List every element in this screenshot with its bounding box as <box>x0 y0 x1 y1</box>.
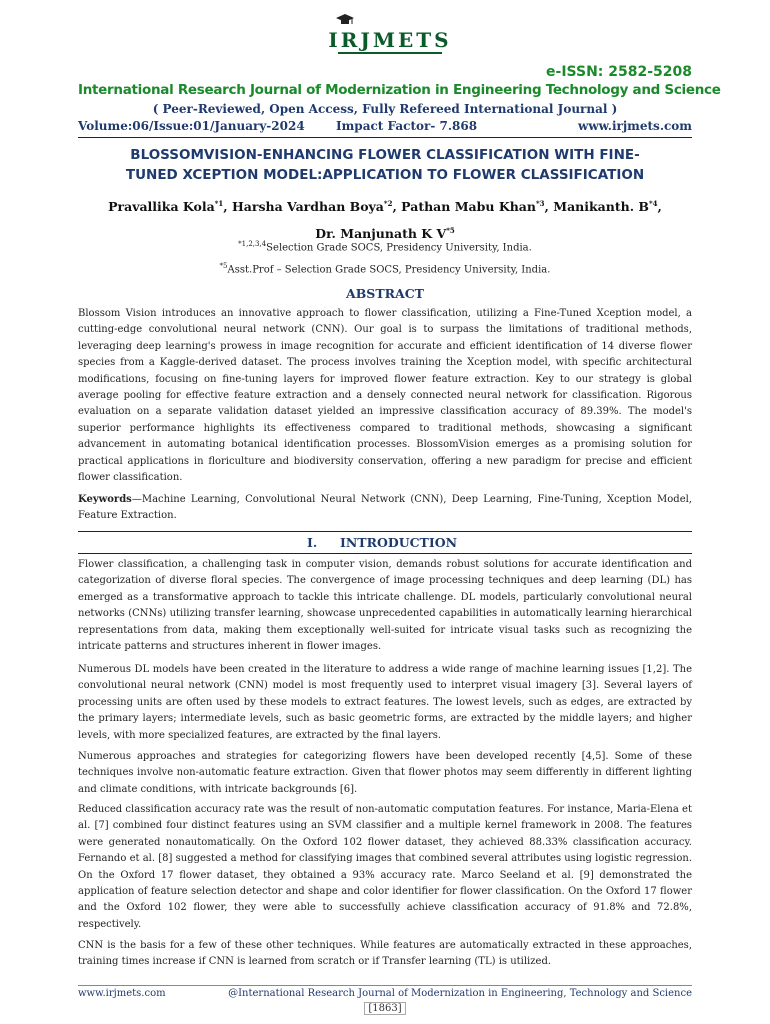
title-line-2: TUNED XCEPTION MODEL:APPLICATION TO FLOWER CLASSIFICATION <box>125 167 645 183</box>
author-list: Pravallika Kola$^{*1}$, Harsha Vardhan Boya$^{*2}$, Pathan Mabu Khan$^{*3}$, Manikanth. $B^{*4}$, Dr. Manjunath K $V^{*5}$ <box>108 199 662 242</box>
author-4: Manikanth. B <box>553 199 649 215</box>
author-5: Dr. Manjunath K V <box>315 226 447 242</box>
keywords-text: —Machine Learning, Convolutional Neural Network (CNN), Deep Learning, Fine-Tuning, Xception Model, Feature Extraction. <box>78 494 692 522</box>
footer-copyright: @International Research Journal of Modernization in Engineering, Technology and Science <box>228 988 692 999</box>
impact-factor: Impact Factor- 7.868 <box>336 119 478 133</box>
logo-underline <box>338 52 442 54</box>
journal-name: International Research Journal of Modernization in Engineering Technology and Science <box>78 82 721 98</box>
section-rule-bottom <box>78 553 692 554</box>
journal-website[interactable]: www.irjmets.com <box>578 119 692 133</box>
author-5-mark: *5 <box>446 226 455 236</box>
keywords-label: Keywords <box>78 494 132 505</box>
logo-text: IRJMETS <box>328 28 452 52</box>
keywords <box>78 492 692 525</box>
issn: e-ISSN: 2582-5208 <box>546 64 692 80</box>
intro-paragraph-3: Numerous approaches and strategies for categorizing flowers have been developed recently [4,5]. Some of these techniques involve non-automatic feature extraction. Given that flower photos may seem differently in different lighting and climate conditions, with intricate backgrounds [6]. <box>78 751 692 795</box>
affiliation-1 <box>78 240 692 253</box>
author-4-mark: *4 <box>649 199 658 208</box>
title-line-1: BLOSSOMVISION-ENHANCING FLOWER CLASSIFICATION WITH FINE- <box>130 147 640 163</box>
author-2-mark: *2 <box>383 199 393 208</box>
section-number: I. <box>307 535 318 550</box>
intro-paragraph-4: Reduced classification accuracy rate was the result of non-automatic computation features. For instance, Maria-Elena et al. [7] combined four distinct features using an SVM classifier and a multiple kernel framework in 2008. The features were generated nonautomatically. On the Oxford 102 flower dataset, they achieved 88.33% classification accuracy. Fernando et al. [8] suggested a method for classifying images that combined several attributes using logistic regression. On the Oxford 17 flower dataset, they obtained a 93% accuracy rate. Marco Seeland et al. [9] demonstrated the application of feature selection detector and shape and color identifier for flower classification. On the Oxford 17 flower and the Oxford 102 flower, they were able to successfully achieve classification accuracy of 91.8% and 72.8%, respectively. <box>78 804 692 930</box>
author-3-mark: *3 <box>535 199 545 208</box>
header-rule <box>78 137 692 138</box>
author-2: Harsha Vardhan Boya <box>231 199 384 215</box>
abstract-heading: ABSTRACT <box>346 286 424 301</box>
peer-review-note: ( Peer-Reviewed, Open Access, Fully Refereed International Journal ) <box>152 102 618 116</box>
paper-title <box>78 145 692 185</box>
footer-website[interactable]: www.irjmets.com <box>78 988 166 999</box>
section-rule-top <box>78 531 692 532</box>
affiliation-1-text: Selection Grade SOCS, Presidency University, India. <box>266 242 532 254</box>
intro-paragraph-5: CNN is the basis for a few of these other techniques. While features are automatically extracted in these approaches, training times increase if CNN is learned from scratch or if Transfer learning (TL) is utilized. <box>78 940 692 968</box>
journal-logo <box>320 6 460 56</box>
affiliation-2-text: Asst.Prof – Selection Grade SOCS, Presidency University, India. <box>227 264 551 276</box>
volume-issue: Volume:06/Issue:01/January-2024 <box>78 119 305 133</box>
graduation-cap-icon <box>336 14 354 26</box>
footer-rule <box>78 985 692 986</box>
affiliation-1-mark: *1,2,3,4 <box>238 240 267 248</box>
author-3: Pathan Mabu Khan <box>401 199 536 215</box>
intro-paragraph-2: Numerous DL models have been created in the literature to address a wide range of machine learning issues [1,2]. The convolutional neural network (CNN) model is most frequently used to interpret visual imagery [3]. Several layers of processing units are often used by these models to extract features. The lowest levels, such as edges, are extracted by the primary layers; intermediate levels, such as basic geometric forms, are extracted by the middle layers; and higher levels, with more specialized features, are extracted by the final layers. <box>78 664 692 741</box>
section-title: INTRODUCTION <box>340 535 458 550</box>
affiliation-2 <box>78 262 692 275</box>
author-1-mark: *1 <box>214 199 224 208</box>
page-number <box>0 1003 770 1014</box>
author-1: Pravallika Kola <box>108 199 215 215</box>
abstract-text: Blossom Vision introduces an innovative approach to flower classification, utilizing a Fine-Tuned Xception model, a cutting-edge convolutional neural network (CNN). Our goal is to surpass the limitations of traditional methods, leveraging deep learning's prowess in image recognition for accurate and efficient identification of 14 diverse flower species from a Kaggle-derived dataset. The process involves training the Xception model, with specific architectural modifications, focusing on fine-tuning layers for improved flower feature extraction. Key to our strategy is global average pooling for effective feature extraction and a densely connected neural network for classification. Rigorous evaluation on a separate validation dataset yielded an impressive classification accuracy of 89.39%. The model's superior performance highlights its effectiveness compared to traditional methods, showcasing a significant advancement in automating botanical identification processes. BlossomVision emerges as a promising solution for practical applications in floriculture and biodiversity conservation, offering a new paradigm for precise and efficient flower classification. <box>78 308 692 484</box>
intro-paragraph-1: Flower classification, a challenging task in computer vision, demands robust solutions for accurate identification and categorization of diverse floral species. The convergence of image processing techniques and deep learning (DL) has emerged as a transformative approach to tackle this intricate challenge. DL models, particularly convolutional neural networks (CNNs) utilizing transfer learning, showcase unprecedented capabilities in automatically learning hierarchical representations from data, making them exceptionally well-suited for intricate visual tasks such as recognizing the intricate patterns and structures inherent in flower images. <box>78 559 692 653</box>
introduction-heading <box>78 535 692 553</box>
affiliation-2-mark: *5 <box>219 262 228 270</box>
page-number-text: [1863] <box>364 1002 405 1015</box>
